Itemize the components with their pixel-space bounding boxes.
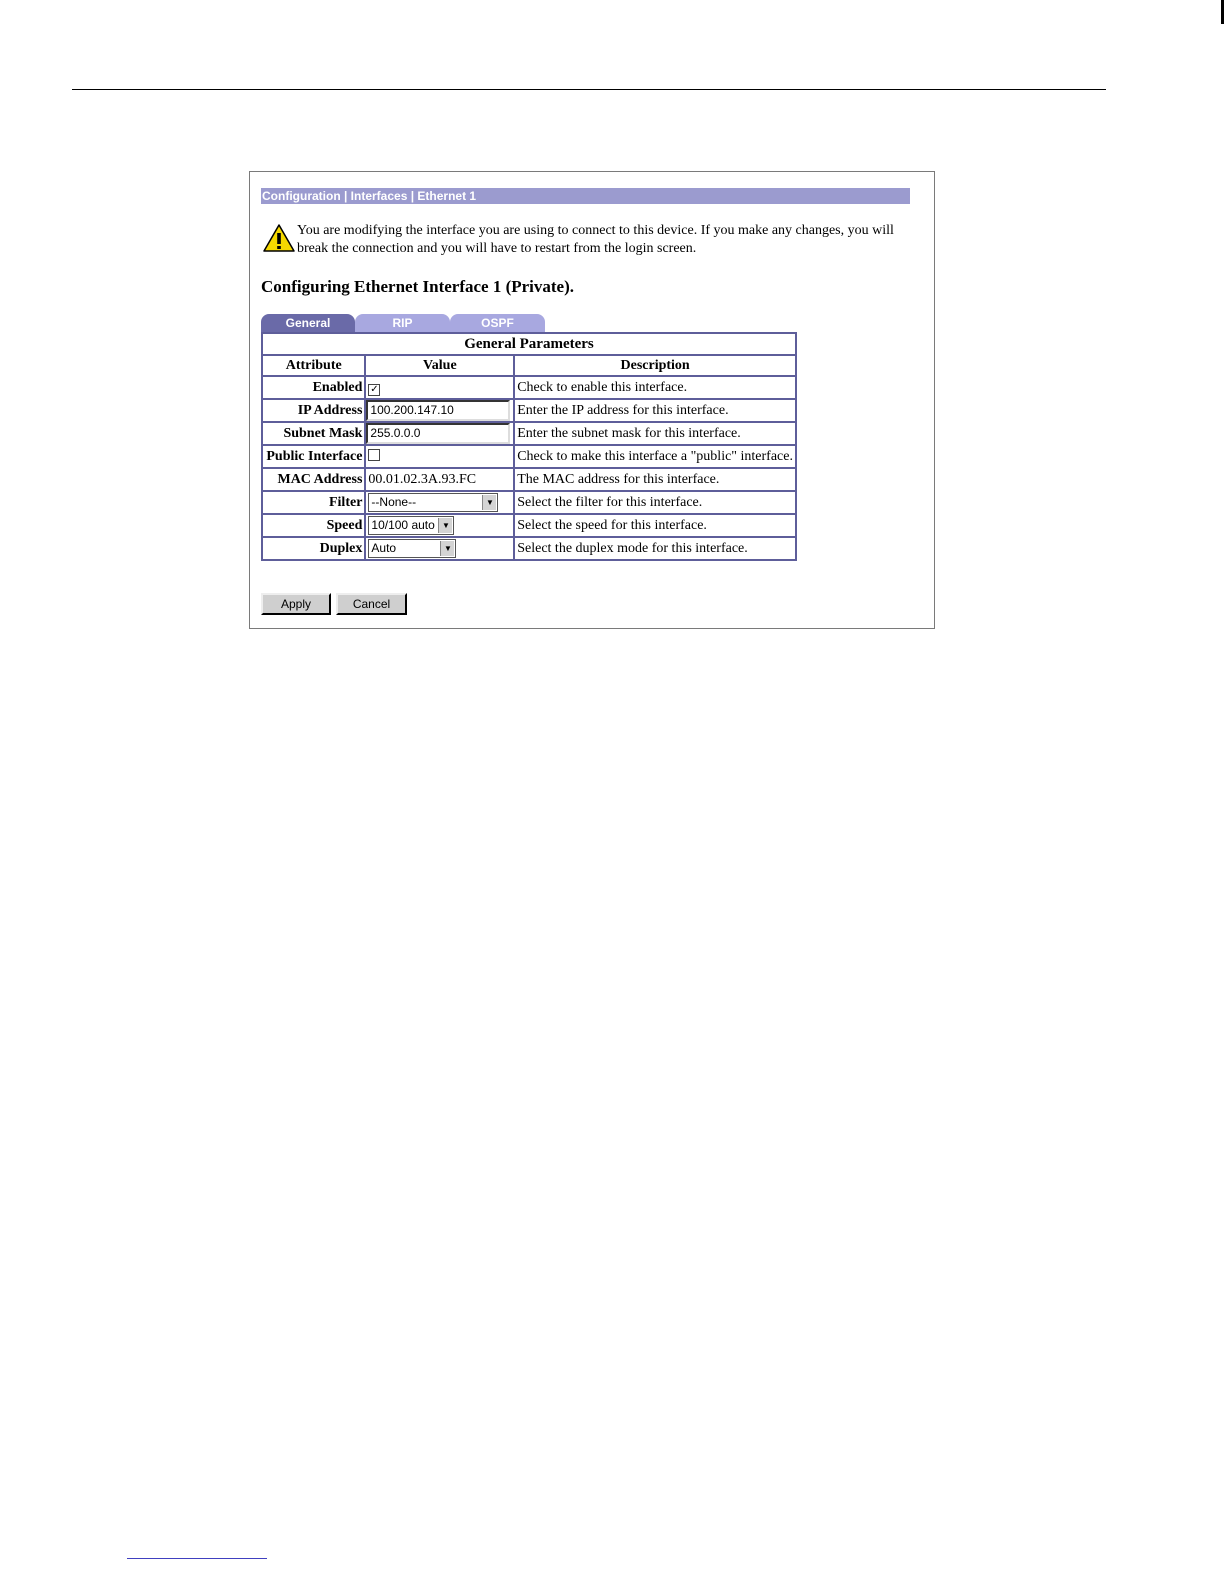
apply-button[interactable]: Apply — [261, 593, 331, 615]
column-header-value: Value — [365, 355, 514, 376]
duplex-select-value: Auto — [371, 541, 397, 555]
subnet-mask-description: Enter the subnet mask for this interface. — [514, 422, 796, 445]
tab-general[interactable]: General — [261, 314, 355, 332]
tab-ospf[interactable]: OSPF — [450, 314, 545, 332]
duplex-description: Select the duplex mode for this interface. — [514, 537, 796, 560]
table-row — [262, 422, 796, 445]
duplex-select[interactable] — [368, 539, 456, 558]
filter-select-value: --None-- — [371, 495, 417, 509]
ip-address-description: Enter the IP address for this interface. — [514, 399, 796, 422]
page-title: Configuring Ethernet Interface 1 (Private). — [261, 277, 575, 296]
public-interface-label: Public Interface — [262, 445, 365, 468]
tab-bar — [261, 314, 561, 332]
subnet-mask-input[interactable]: 255.0.0.0 — [366, 423, 510, 444]
cancel-button[interactable]: Cancel — [336, 593, 407, 615]
enabled-checkbox[interactable]: ✓ — [370, 383, 379, 395]
footer-link-underline — [127, 1558, 267, 1559]
chevron-down-icon[interactable]: ▼ — [438, 518, 452, 533]
mac-address-label: MAC Address — [262, 468, 365, 491]
column-header-attribute: Attribute — [262, 355, 365, 376]
ip-address-label: IP Address — [262, 399, 365, 422]
warning-text: You are modifying the interface you are using to connect to this device. If you make any changes, you will break the connection and you will have to restart from the login screen. — [297, 223, 894, 256]
public-interface-checkbox[interactable] — [368, 449, 380, 461]
header-rule — [72, 89, 1106, 90]
table-row — [262, 537, 796, 560]
enabled-label: Enabled — [262, 376, 365, 399]
duplex-label: Duplex — [262, 537, 365, 560]
table-row — [262, 445, 796, 468]
speed-description: Select the speed for this interface. — [514, 514, 796, 537]
table-title: General Parameters — [262, 333, 796, 355]
enabled-description: Check to enable this interface. — [514, 376, 796, 399]
mac-address-value: 00.01.02.3A.93.FC — [365, 468, 514, 491]
table-row — [262, 399, 796, 422]
screenshot-frame — [249, 171, 935, 629]
filter-label: Filter — [262, 491, 365, 514]
speed-label: Speed — [262, 514, 365, 537]
table-row — [262, 376, 796, 399]
general-parameters-table — [261, 332, 797, 561]
table-row — [262, 468, 796, 491]
mac-address-description: The MAC address for this interface. — [514, 468, 796, 491]
filter-select[interactable] — [368, 493, 498, 512]
public-interface-description: Check to make this interface a "public" interface. — [514, 445, 796, 468]
table-row — [262, 491, 796, 514]
speed-select[interactable] — [368, 516, 454, 535]
filter-description: Select the filter for this interface. — [514, 491, 796, 514]
tab-rip[interactable]: RIP — [355, 314, 450, 332]
chevron-down-icon[interactable]: ▼ — [440, 541, 454, 556]
column-header-description: Description — [514, 355, 796, 376]
table-row — [262, 514, 796, 537]
breadcrumb: Configuration | Interfaces | Ethernet 1 — [261, 188, 910, 204]
speed-select-value: 10/100 auto — [371, 518, 435, 532]
warning-icon — [262, 223, 296, 254]
ip-address-input[interactable]: 100.200.147.10 — [366, 400, 510, 421]
subnet-mask-label: Subnet Mask — [262, 422, 365, 445]
chevron-down-icon[interactable]: ▼ — [482, 495, 496, 510]
